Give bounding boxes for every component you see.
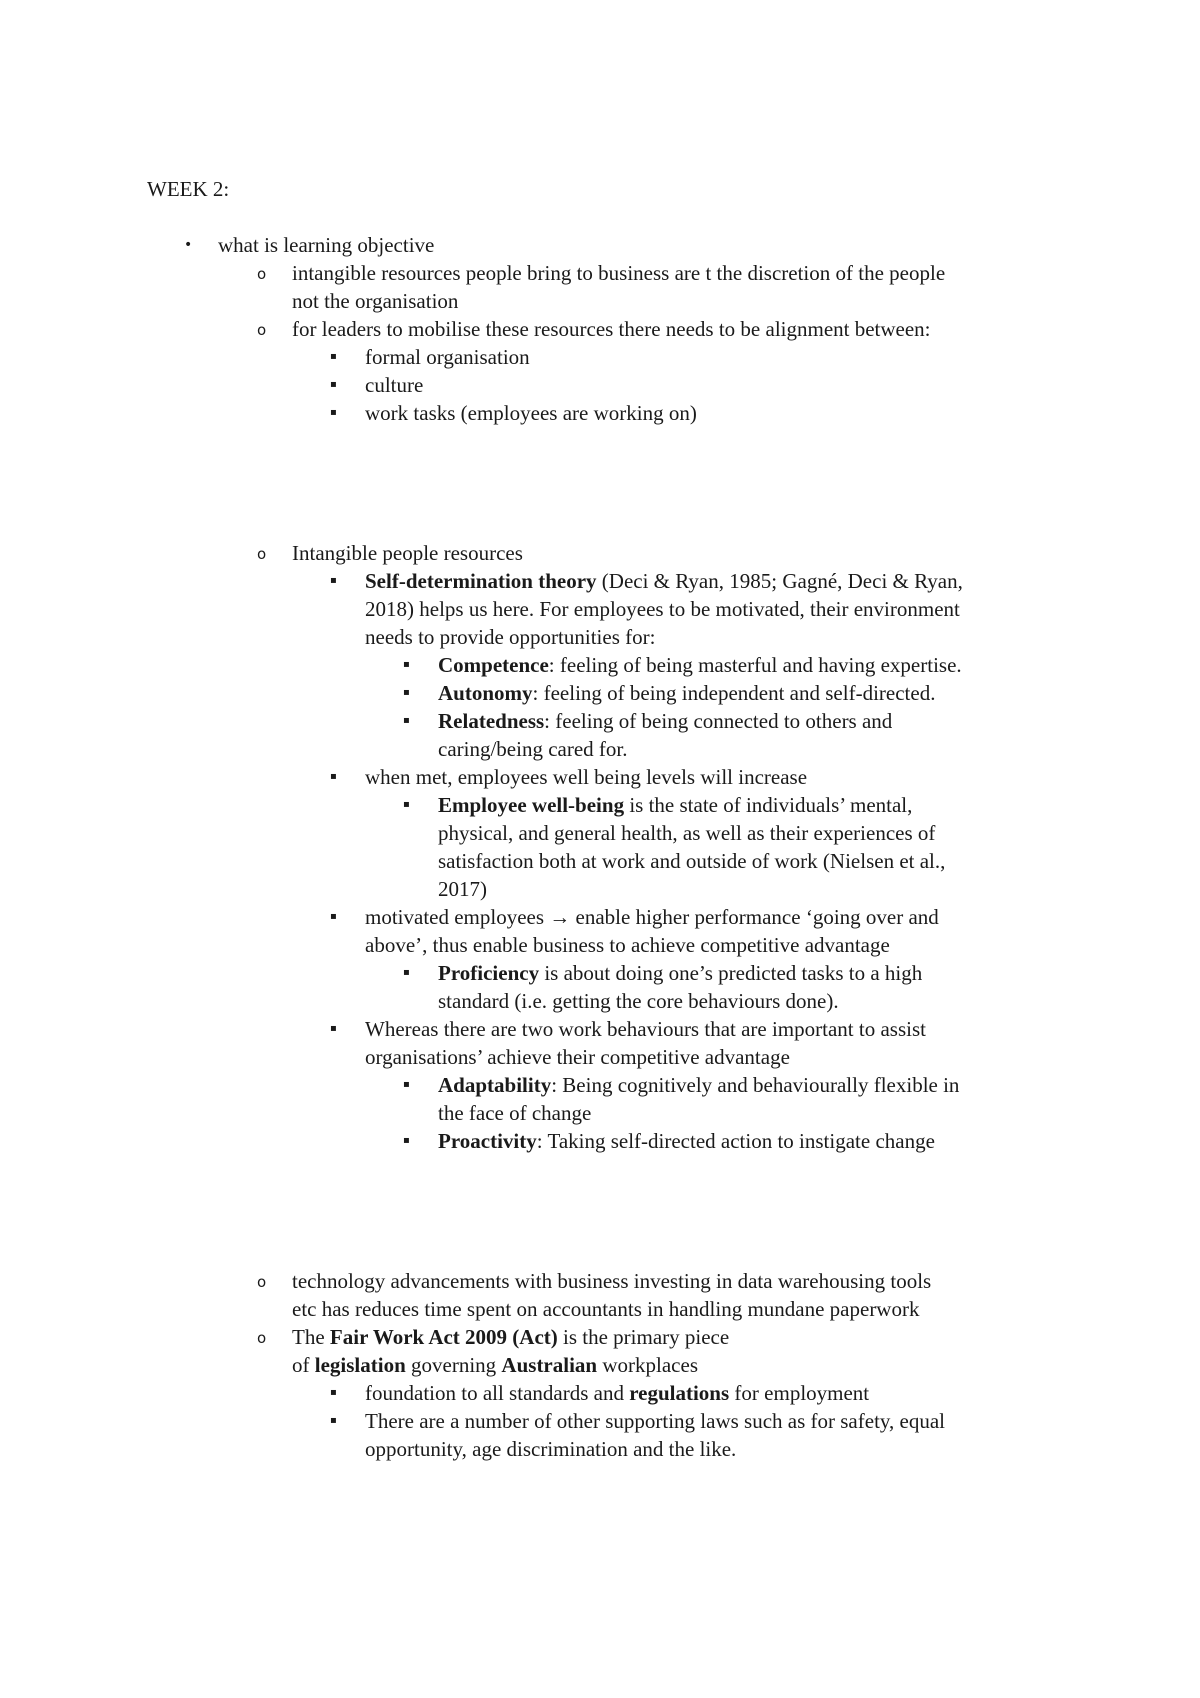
bullet-square: ▪ xyxy=(330,771,337,782)
list-item-continuation: the face of change xyxy=(438,1101,592,1125)
list-item-text: : feeling of being masterful and having expertise. xyxy=(548,653,962,677)
list-item: what is learning objective xyxy=(218,233,435,257)
list-item: intangible resources people bring to business are t the discretion of the people xyxy=(292,261,946,285)
bullet-circle: o xyxy=(257,1329,267,1347)
bullet-square: ▪ xyxy=(403,687,410,698)
term-employee-wellbeing: Employee well-being xyxy=(438,793,625,817)
bullet-square: ▪ xyxy=(403,1135,410,1146)
list-item-text: : Taking self-directed action to instigate change xyxy=(536,1129,935,1153)
list-item-text: is the primary piece xyxy=(557,1325,730,1349)
bullet-square: ▪ xyxy=(330,1023,337,1034)
list-item-continuation: standard (i.e. getting the core behaviours done). xyxy=(438,989,839,1013)
list-item: motivated employees → enable higher performance ‘going over and xyxy=(365,905,939,929)
list-item-continuation xyxy=(292,1351,698,1379)
list-item-text: workplaces xyxy=(597,1353,698,1377)
bullet-square: ▪ xyxy=(403,715,410,726)
term-proactivity: Proactivity xyxy=(438,1129,537,1153)
list-item xyxy=(438,651,962,679)
bullet-square: ▪ xyxy=(403,659,410,670)
bullet-circle: o xyxy=(257,321,267,339)
list-item-continuation: organisations’ achieve their competitive advantage xyxy=(365,1045,790,1069)
term-adaptability: Adaptability xyxy=(438,1073,552,1097)
list-item xyxy=(438,1127,935,1155)
list-item-text: : Being cognitively and behaviourally flexible in xyxy=(551,1073,960,1097)
term-proficiency: Proficiency xyxy=(438,961,540,985)
list-item-text: : feeling of being connected to others and xyxy=(544,709,893,733)
bullet-circle: o xyxy=(257,265,267,283)
list-item xyxy=(438,959,922,987)
list-item-continuation: etc has reduces time spent on accountants in handling mundane paperwork xyxy=(292,1297,920,1321)
list-item xyxy=(438,1071,959,1099)
list-item-text: for employment xyxy=(729,1381,870,1405)
list-item-continuation: physical, and general health, as well as their experiences of xyxy=(438,821,936,845)
term-legislation: legislation xyxy=(314,1353,406,1377)
bullet-square: ▪ xyxy=(330,575,337,586)
list-item xyxy=(438,679,935,707)
term-self-determination: Self-determination theory xyxy=(365,569,597,593)
list-item: Intangible people resources xyxy=(292,541,523,565)
list-item-text: : feeling of being independent and self-directed. xyxy=(532,681,936,705)
list-item-text: The xyxy=(292,1325,330,1349)
list-item-text: is about doing one’s predicted tasks to a high xyxy=(539,961,923,985)
term-competence: Competence xyxy=(438,653,549,677)
term-autonomy: Autonomy xyxy=(438,681,533,705)
bullet-disc: • xyxy=(184,237,193,253)
list-item xyxy=(438,707,892,735)
bullet-square: ▪ xyxy=(330,1387,337,1398)
bullet-circle: o xyxy=(257,1273,267,1291)
list-item: work tasks (employees are working on) xyxy=(365,401,697,425)
term-relatedness: Relatedness xyxy=(438,709,545,733)
list-item xyxy=(438,791,912,819)
list-item-continuation: satisfaction both at work and outside of work (Nielsen et al., xyxy=(438,849,946,873)
bullet-square: ▪ xyxy=(330,351,337,362)
list-item-continuation: caring/being cared for. xyxy=(438,737,628,761)
list-item xyxy=(292,1323,729,1351)
page-heading: WEEK 2: xyxy=(147,177,230,201)
list-item-continuation: needs to provide opportunities for: xyxy=(365,625,656,649)
list-item-continuation: 2018) helps us here. For employees to be motivated, their environment xyxy=(365,597,960,621)
list-item xyxy=(365,567,963,595)
bullet-square: ▪ xyxy=(403,799,410,810)
bullet-square: ▪ xyxy=(330,379,337,390)
term-australian: Australian xyxy=(501,1353,598,1377)
bullet-circle: o xyxy=(257,545,267,563)
term-fair-work-act: Fair Work Act 2009 (Act) xyxy=(329,1325,558,1349)
list-item-text: (Deci & Ryan, 1985; Gagné, Deci & Ryan, xyxy=(596,569,963,593)
term-regulations: regulations xyxy=(629,1381,730,1405)
list-item-text: foundation to all standards and xyxy=(365,1381,630,1405)
list-item-text: of xyxy=(292,1353,315,1377)
list-item: for leaders to mobilise these resources there needs to be alignment between: xyxy=(292,317,931,341)
bullet-square: ▪ xyxy=(403,967,410,978)
list-item-continuation: 2017) xyxy=(438,877,487,901)
list-item-text: is the state of individuals’ mental, xyxy=(624,793,913,817)
list-item: formal organisation xyxy=(365,345,530,369)
list-item: culture xyxy=(365,373,424,397)
bullet-square: ▪ xyxy=(403,1079,410,1090)
list-item: when met, employees well being levels will increase xyxy=(365,765,808,789)
list-item: technology advancements with business investing in data warehousing tools xyxy=(292,1269,932,1293)
bullet-square: ▪ xyxy=(330,1415,337,1426)
list-item-continuation: above’, thus enable business to achieve competitive advantage xyxy=(365,933,890,957)
list-item xyxy=(365,1379,869,1407)
list-item: There are a number of other supporting laws such as for safety, equal xyxy=(365,1409,946,1433)
list-item: Whereas there are two work behaviours that are important to assist xyxy=(365,1017,926,1041)
list-item-text: governing xyxy=(405,1353,502,1377)
list-item-continuation: not the organisation xyxy=(292,289,459,313)
list-item-continuation: opportunity, age discrimination and the like. xyxy=(365,1437,737,1461)
bullet-square: ▪ xyxy=(330,407,337,418)
bullet-square: ▪ xyxy=(330,911,337,922)
